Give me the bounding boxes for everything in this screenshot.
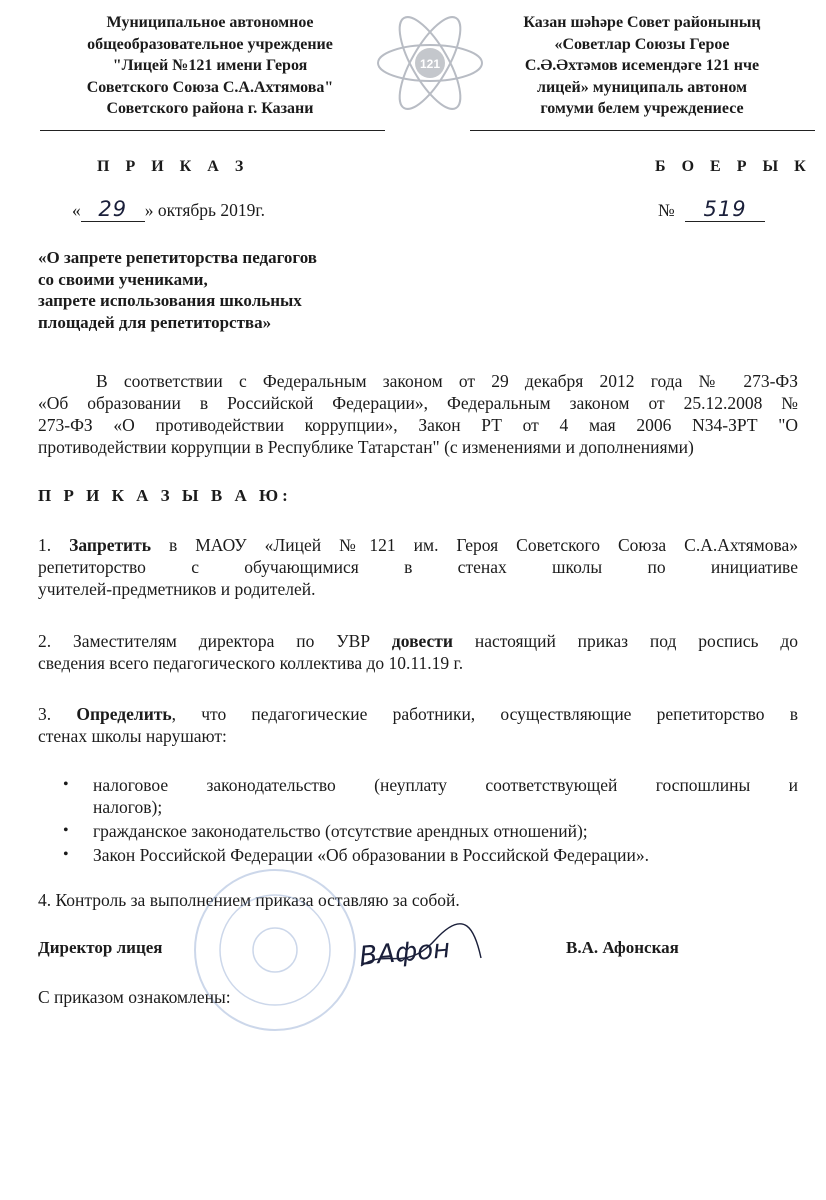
bullet-icon: • [63, 846, 69, 863]
order-label-tt: Б О Е Р Ы К [655, 158, 812, 175]
order-item-3: 3. Определить, что педагогические работники, осуществляющие репетиторство в стенах школы нарушают: [38, 704, 798, 746]
svg-text:ВАфон: ВАфон [358, 934, 452, 972]
bullet-icon: • [63, 822, 69, 839]
bullet-item: гражданское законодательство (отсутствие арендных отношений); [93, 821, 588, 841]
date-day-handwritten: 29 [98, 197, 128, 221]
bullet-item: Закон Российской Федерации «Об образовании в Российской Федерации». [93, 845, 649, 865]
order-number-handwritten: 519 [703, 197, 747, 221]
institution-name-ru: Муниципальное автономное общеобразовательное учреждение "Лицей №121 имени Героя Советского Союза С.А.Ахтямова" Советского района г. Казани [86, 14, 334, 117]
handwritten-signature [355, 918, 485, 978]
order-number-field [685, 198, 765, 222]
order-label-ru: П Р И К А З [97, 158, 250, 175]
order-date: « 29 » октябрь 2019г. [72, 197, 265, 221]
preamble: В соответствии с Федеральным законом от 29 декабря 2012 года № 273-ФЗ «Об образовании в Российской Федерации», Федеральным законом от 25.12.2008 № 273-ФЗ «О противодействии коррупции», Закон РТ от 4 мая 2006 N34-ЗРТ "О противодействии коррупции в Республике Татарстан" (с изменениями и дополнениями) [38, 371, 798, 457]
signatory-name: В.А. Афонская [566, 938, 679, 957]
official-stamp [190, 865, 360, 1035]
institution-name-tt: Казан шәһәре Совет районының «Советлар Союзы Герое С.Ә.Әхтәмов исемендәге 121 нче лицей» муниципаль автоном гомуми белем учреждениесе [523, 14, 761, 117]
date-day-field [81, 198, 145, 222]
order-item-4: 4. Контроль за выполнением приказа оставляю за собой. [38, 890, 460, 910]
logo-number: 121 [419, 57, 441, 71]
order-item-1: 1. Запретить в МАОУ «Лицей №121 им. Героя Советского Союза С.А.Ахтямова» репетиторство с обучающимися в стенах школы по инициативе учителей-предметников и родителей. [38, 535, 799, 599]
signatory-position: Директор лицея [38, 938, 163, 957]
bullet-icon: • [63, 776, 69, 793]
header-right-rule [470, 130, 815, 131]
order-item-2: 2. Заместителям директора по УВР довести настоящий приказ под роспись до сведения всего педагогического коллектива до 10.11.19 г. [38, 631, 798, 673]
acknowledged-label: С приказом ознакомлены: [38, 987, 231, 1007]
order-heading: П Р И К А З Ы В А Ю: [38, 486, 292, 505]
header-left-rule [40, 130, 385, 131]
order-title: «О запрете репетиторства педагогов со своими учениками, запрете использования школьных площадей для репетиторства» [38, 248, 317, 332]
bullet-item: налоговое законодательство (неуплату соответствующей госпошлины и налогов); [93, 775, 798, 817]
order-number: № 519 [658, 198, 765, 222]
